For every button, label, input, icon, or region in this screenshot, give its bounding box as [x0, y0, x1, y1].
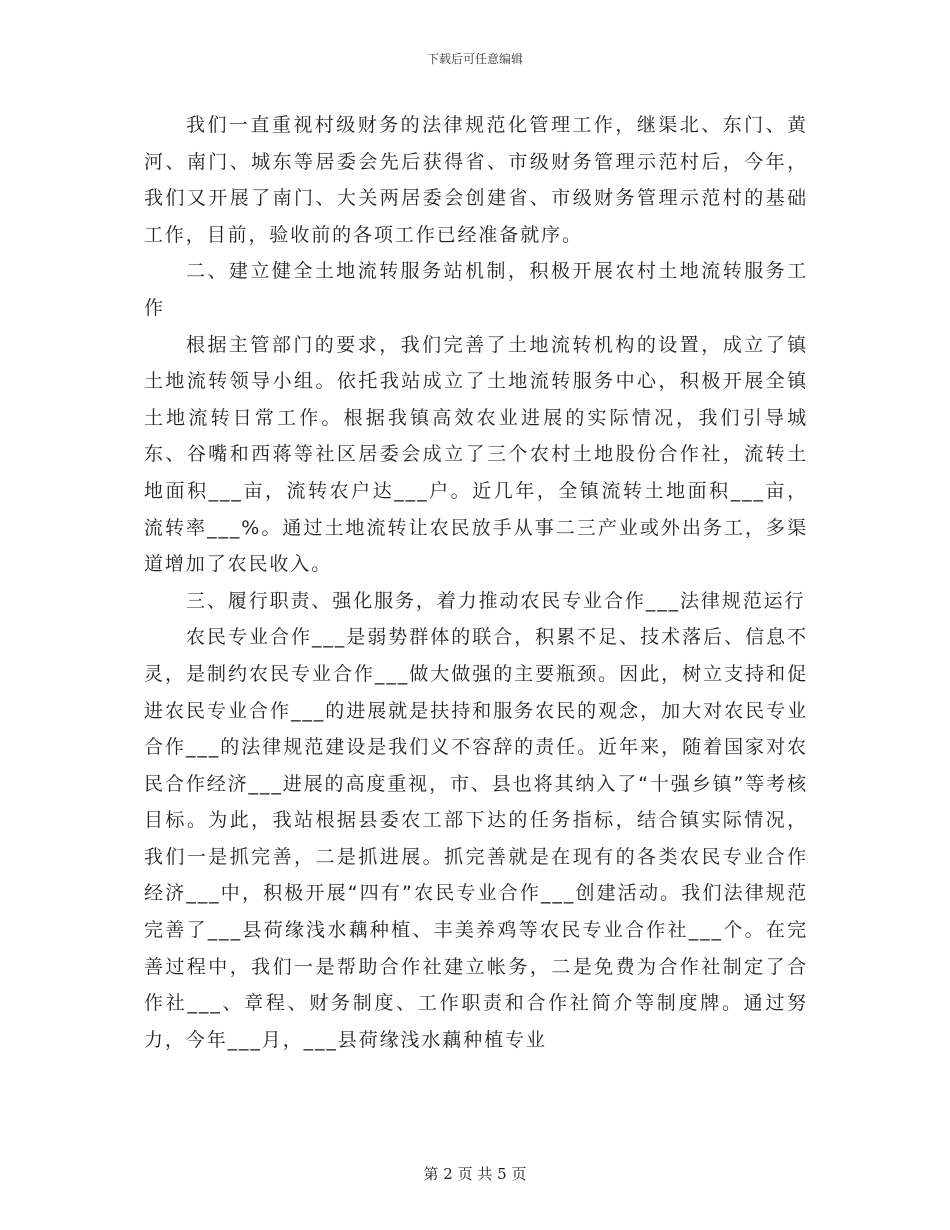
- document-body: [144, 107, 808, 1058]
- section-heading-land-transfer: 二、建立健全土地流转服务站机制，积极开展农村土地流转服务工作: [144, 260, 808, 319]
- page-number: 第 2 页 共 5 页: [423, 1165, 527, 1183]
- paragraph-land-transfer: 根据主管部门的要求，我们完善了土地流转机构的设置，成立了镇土地流转领导小组。依托我站成立了土地流转服务中心，积极开展全镇土地流转日常工作。根据我镇高效农业进展的实际情况，我们引导城东、谷嘴和西蒋等社区居委会成立了三个农村土地股份合作社，流转土地面积___亩，流转农户达___户。近几年，全镇流转土地面积___亩，流转率___%。通过土地流转让农民放手从事二三产业或外出务工，多渠道增加了农民收入。: [144, 333, 808, 576]
- section-heading-cooperatives: 三、履行职责、强化服务，着力推动农民专业合作___法律规范运行: [186, 589, 806, 612]
- page-header-note: 下载后可任意编辑: [426, 52, 523, 66]
- paragraph-cooperatives: 农民专业合作___是弱势群体的联合，积累不足、技术落后、信息不灵，是制约农民专业合作___做大做强的主要瓶颈。因此，树立支持和促进农民专业合作___的进展就是扶持和服务农民的观念，加大对农民专业合作___的法律规范建设是我们义不容辞的责任。近年来，随着国家对农民合作经济___进展的高度重视，市、县也将其纳入了“十强乡镇”等考核目标。为此，我站根据县委农工部下达的任务指标，结合镇实际情况，我们一是抓完善，二是抓进展。抓完善就是在现有的各类农民专业合作经济___中，积极开展“四有”农民专业合作___创建活动。我们法律规范完善了___县荷缘浅水藕种植、丰美养鸡等农民专业合作社___个。在完善过程中，我们一是帮助合作社建立帐务，二是免费为合作社制定了合作社___、章程、财务制度、工作职责和合作社简介等制度牌。通过努力，今年___月，___县荷缘浅水藕种植专业: [144, 626, 808, 1051]
- paragraph-financial-management: 我们一直重视村级财务的法律规范化管理工作，继渠北、东门、黄河、南门、城东等居委会先后获得省、市级财务管理示范村后，今年，我们又开展了南门、大关两居委会创建省、市级财务管理示范村的基础工作，目前，验收前的各项工作已经准备就序。: [144, 114, 808, 246]
